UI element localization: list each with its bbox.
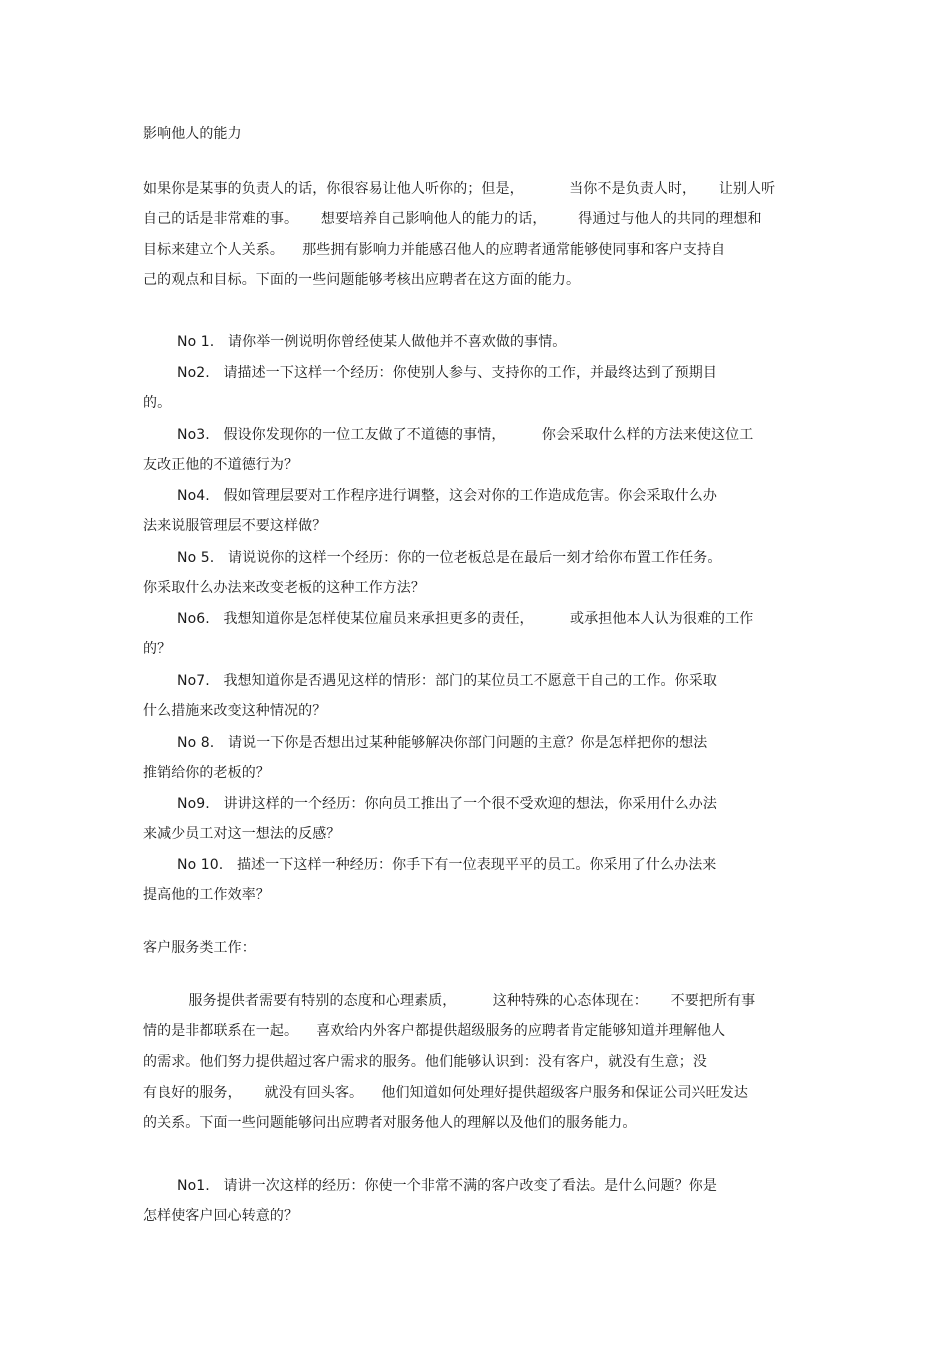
question-continuation: 友改正他的不道德行为？ <box>143 457 299 473</box>
question-continuation: 的？ <box>143 641 172 657</box>
question-line: No1. 请讲一次这样的经历：你使一个非常不满的客户改变了看法。是什么问题？你是 <box>177 1178 717 1194</box>
question-line: No 1. 请你举一例说明你曾经使某人做他并不喜欢做的事情。 <box>177 334 567 350</box>
paragraph-line: 如果你是某事的负责人的话，你很容易让他人听你的；但是， 当你不是负责人时， 让别人听 <box>143 181 776 197</box>
question-continuation: 的。 <box>143 395 172 411</box>
question-continuation: 提高他的工作效率？ <box>143 887 270 903</box>
question-continuation: 来减少员工对这一想法的反感？ <box>143 826 341 842</box>
question-continuation: 你采取什么办法来改变老板的这种工作方法？ <box>143 580 425 596</box>
paragraph-line: 目标来建立个人关系。 那些拥有影响力并能感召他人的应聘者通常能够使同事和客户支持自 <box>143 242 726 258</box>
question-line: No4. 假如管理层要对工作程序进行调整，这会对你的工作造成危害。你会采取什么办 <box>177 488 717 504</box>
paragraph-line: 自己的话是非常难的事。 想要培养自己影响他人的能力的话， 得通过与他人的共同的理想和 <box>143 211 762 227</box>
paragraph-line: 的需求。他们努力提供超过客户需求的服务。他们能够认识到：没有客户，就没有生意；没 <box>143 1054 707 1070</box>
paragraph-line: 有良好的服务， 就没有回头客。 他们知道如何处理好提供超级客户服务和保证公司兴旺发达 <box>143 1085 748 1101</box>
question-line: No 5. 请说说你的这样一个经历：你的一位老板总是在最后一刻才给你布置工作任务。 <box>177 550 722 566</box>
paragraph-line: 情的是非都联系在一起。 喜欢给内外客户都提供超级服务的应聘者肯定能够知道并理解他人 <box>143 1023 726 1039</box>
question-line: No9. 讲讲这样的一个经历：你向员工推出了一个很不受欢迎的想法，你采用什么办法 <box>177 796 717 812</box>
question-continuation: 什么措施来改变这种情况的？ <box>143 703 327 719</box>
question-line: No3. 假设你发现你的一位工友做了不道德的事情， 你会采取什么样的方法来使这位工 <box>177 427 754 443</box>
question-continuation: 怎样使客户回心转意的？ <box>143 1208 299 1224</box>
paragraph-line: 的关系。下面一些问题能够问出应聘者对服务他人的理解以及他们的服务能力。 <box>143 1115 637 1131</box>
question-line: No 8. 请说一下你是否想出过某种能够解决你部门问题的主意？你是怎样把你的想法 <box>177 735 708 751</box>
question-line: No7. 我想知道你是否遇见这样的情形：部门的某位员工不愿意干自己的工作。你采取 <box>177 673 717 689</box>
paragraph-line: 服务提供者需要有特别的态度和心理素质， 这种特殊的心态体现在： 不要把所有事 <box>143 993 756 1009</box>
paragraph-line: 己的观点和目标。下面的一些问题能够考核出应聘者在这方面的能力。 <box>143 272 581 288</box>
question-line: No 10. 描述一下这样一种经历：你手下有一位表现平平的员工。你采用了什么办法来 <box>177 857 717 873</box>
question-continuation: 推销给你的老板的？ <box>143 765 270 781</box>
section-title-customer-service: 客户服务类工作： <box>143 940 256 956</box>
section-title-influence: 影响他人的能力 <box>143 126 242 142</box>
question-line: No2. 请描述一下这样一个经历：你使别人参与、支持你的工作，并最终达到了预期目 <box>177 365 717 381</box>
question-continuation: 法来说服管理层不要这样做？ <box>143 518 327 534</box>
question-line: No6. 我想知道你是怎样使某位雇员来承担更多的责任， 或承担他本人认为很难的工作 <box>177 611 754 627</box>
